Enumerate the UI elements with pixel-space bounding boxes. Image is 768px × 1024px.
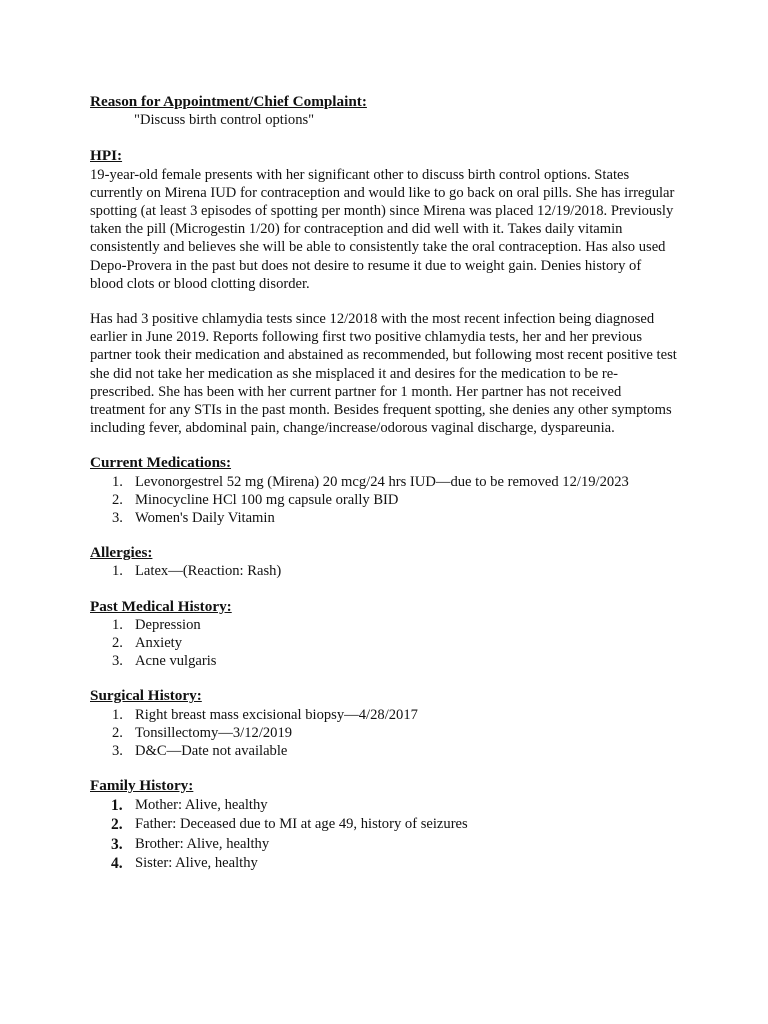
medications-section [90, 454, 678, 527]
list-item [90, 815, 678, 835]
list-number: 4. [111, 855, 123, 872]
list-number: 1. [111, 796, 123, 814]
list-number: 1. [112, 616, 123, 633]
past-medical-history-heading: Past Medical History: [90, 597, 232, 615]
family-history-heading: Family History: [90, 777, 194, 795]
list-item [90, 796, 678, 816]
list-text: Tonsillectomy—3/12/2019 [135, 724, 293, 741]
past-medical-history-list [90, 616, 678, 671]
list-item [90, 562, 678, 580]
medications-list [90, 473, 678, 528]
hpi-heading: HPI: [90, 147, 123, 165]
list-text: Women's Daily Vitamin [135, 510, 275, 527]
list-text: Father: Deceased due to MI at age 49, history of seizures [135, 816, 468, 832]
surgical-history-list [90, 706, 678, 761]
list-item [90, 473, 678, 491]
list-number: 1. [112, 706, 123, 723]
list-text: Minocycline HCl 100 mg capsule orally BID [135, 491, 399, 508]
list-item [90, 706, 678, 724]
list-number: 3. [112, 743, 123, 760]
list-text: Levonorgestrel 52 mg (Mirena) 20 mcg/24 hrs IUD—due to be removed 12/19/2023 [135, 473, 629, 490]
list-number: 2. [112, 724, 123, 741]
list-number: 3. [112, 510, 123, 527]
allergies-section [90, 544, 678, 580]
list-item [90, 509, 678, 527]
allergies-list [90, 562, 678, 580]
list-text: Depression [135, 616, 201, 633]
list-text: Latex—(Reaction: Rash) [135, 563, 282, 580]
allergies-heading: Allergies: [90, 544, 153, 562]
list-number: 3. [111, 835, 123, 853]
list-number: 1. [112, 473, 123, 490]
list-text: Anxiety [135, 635, 183, 652]
list-item [90, 634, 678, 652]
surgical-history-section [90, 687, 678, 760]
hpi-paragraph-2: Has had 3 positive chlamydia tests since 12/2018 with the most recent infection being diagnosed earlier in June 2019. Reports following first two positive chlamydia tests, her and her previous partner took their medication and abstained as recommended, but following most recent positive test she did not take her medication as she misplaced it and desires for the medication to be re-prescribed. She has been with her current partner for 1 month. Her partner has not received treatment for any STIs in the past month. Besides frequent spotting, she denies any other symptoms including fever, abdominal pain, change/increase/odorous vaginal discharge, dyspareunia. [90, 311, 677, 437]
hpi-paragraph-1: 19-year-old female presents with her significant other to discuss birth control options. States currently on Mirena IUD for contraception and would like to go back on oral pills. She has irregular spotting (at least 3 episodes of spotting per month) since Mirena was placed 12/19/2018. Previously taken the pill (Microgestin 1/20) for contraception and did well with it. Takes daily vitamin consistently and believes she will be able to consistently take the oral contraception. Has also used Depo-Provera in the past but does not desire to resume it due to weight gain. Denies history of blood clots or blood clotting disorder. [90, 166, 675, 292]
list-text: Mother: Alive, healthy [135, 796, 268, 813]
family-history-section [90, 777, 678, 873]
list-item [90, 652, 678, 670]
list-number: 1. [112, 563, 123, 580]
chief-complaint-heading: Reason for Appointment/Chief Complaint: [90, 93, 367, 110]
hpi-section [90, 147, 678, 437]
list-number: 3. [112, 653, 123, 670]
past-medical-history-section [90, 598, 678, 671]
list-item [90, 854, 678, 874]
list-item [90, 835, 678, 855]
list-item [90, 491, 678, 509]
list-text: Right breast mass excisional biopsy—4/28/2017 [135, 706, 418, 723]
chief-complaint-quote: "Discuss birth control options" [134, 112, 315, 129]
family-history-list [90, 796, 678, 874]
list-number: 2. [112, 635, 123, 652]
list-number: 2. [112, 491, 123, 508]
clinical-note-page [90, 93, 678, 874]
list-item [90, 616, 678, 634]
list-text: Acne vulgaris [135, 653, 217, 670]
list-text: Sister: Alive, healthy [135, 855, 258, 871]
surgical-history-heading: Surgical History: [90, 687, 202, 705]
medications-heading: Current Medications: [90, 454, 232, 472]
list-item [90, 742, 678, 760]
chief-complaint-section [90, 93, 678, 129]
list-item [90, 724, 678, 742]
list-text: D&C—Date not available [135, 743, 288, 760]
list-number: 2. [111, 816, 123, 833]
list-text: Brother: Alive, healthy [135, 835, 270, 852]
